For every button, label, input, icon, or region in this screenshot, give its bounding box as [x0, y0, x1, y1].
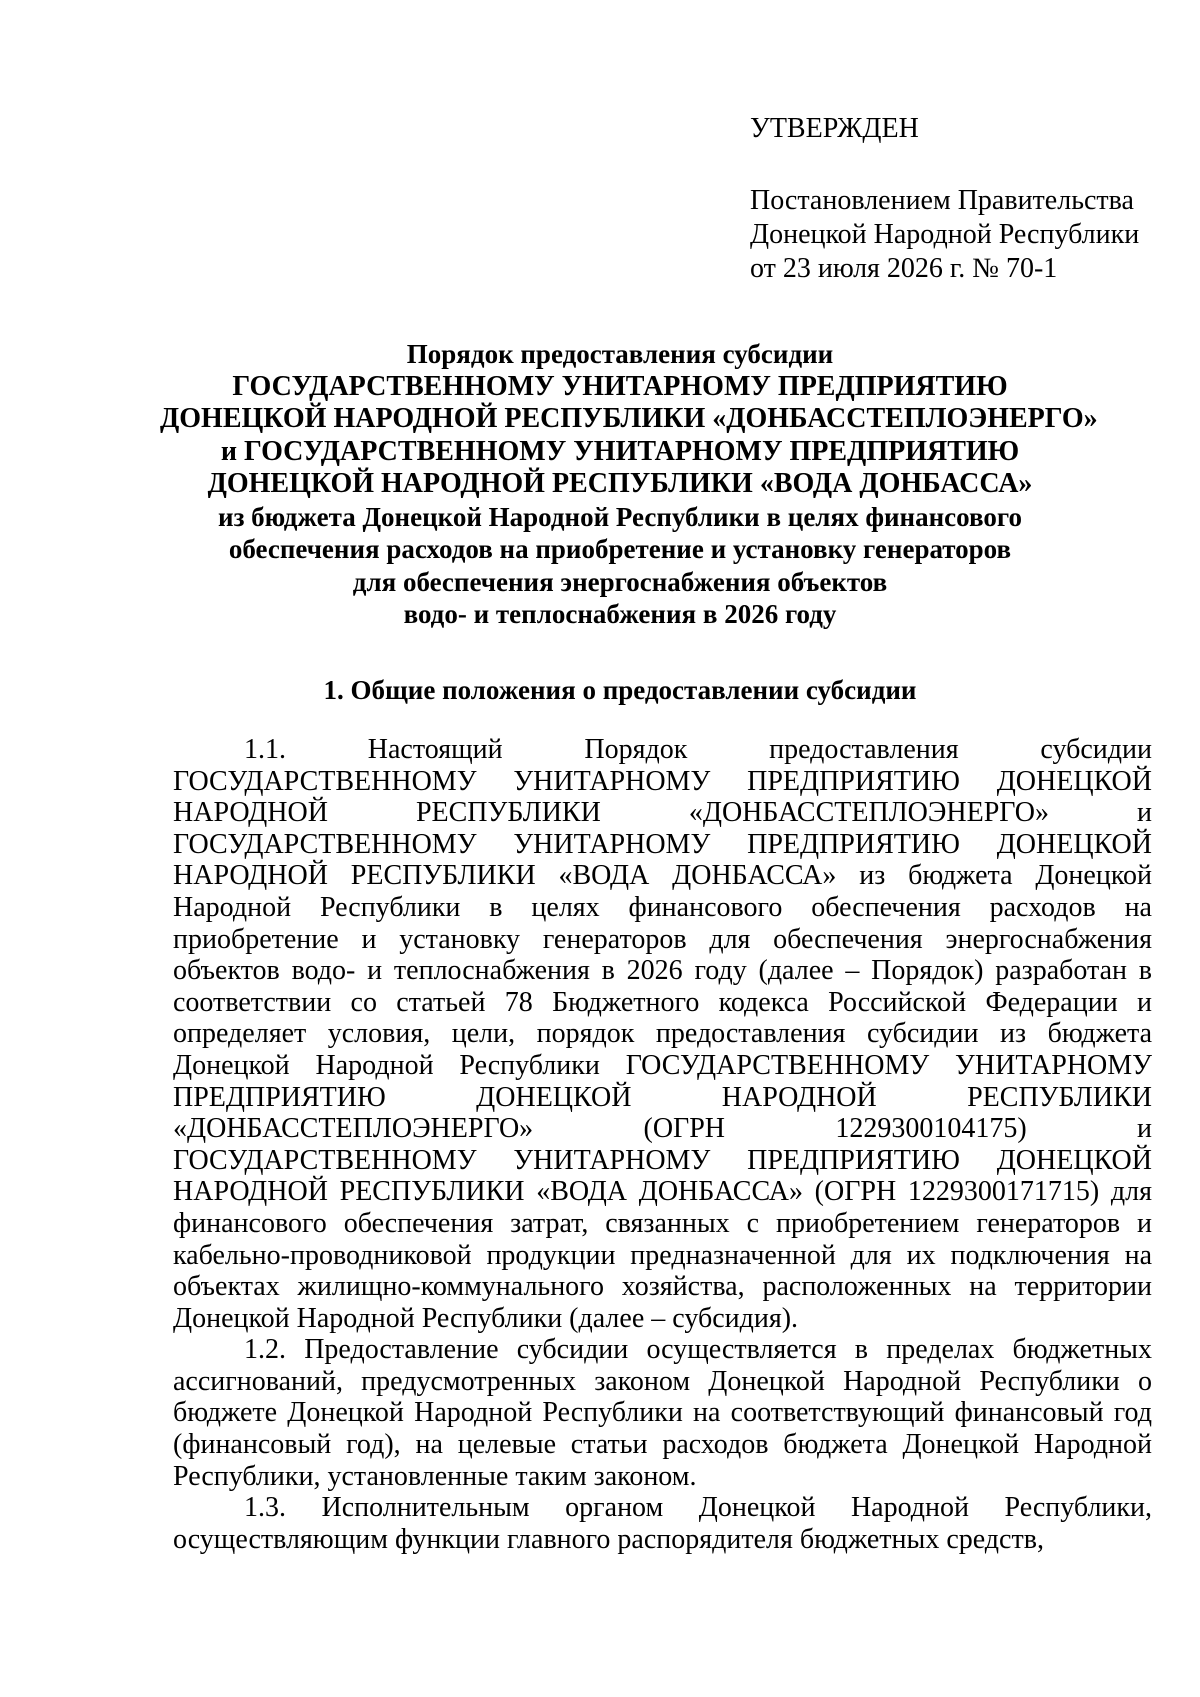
- section-heading: 1. Общие положения о предоставлении субсидии: [323, 675, 917, 705]
- paragraph-1-1: 1.1. Настоящий Порядок предоставления субсидии ГОСУДАРСТВЕННОМУ УНИТАРНОМУ ПРЕДПРИЯТИЮ ДОНЕЦКОЙ НАРОДНОЙ РЕСПУБЛИКИ «ДОНБАССТЕПЛОЭНЕРГО» и ГОСУДАРСТВЕННОМУ УНИТАРНОМУ ПРЕДПРИЯТИЮ ДОНЕЦКОЙ НАРОДНОЙ РЕСПУБЛИКИ «ВОДА ДОНБАССА» из бюджета Донецкой Народной Республики в целях финансового обеспечения расходов на приобретение и установку генераторов для обеспечения энергоснабжения объектов водо- и теплоснабжения в 2026 году (далее – Порядок) разработан в соответствии со статьей 78 Бюджетного кодекса Российской Федерации и определяет условия, цели, порядок предоставления субсидии из бюджета Донецкой Народной Республики ГОСУДАРСТВЕННОМУ УНИТАРНОМУ ПРЕДПРИЯТИЮ ДОНЕЦКОЙ НАРОДНОЙ РЕСПУБЛИКИ «ДОНБАССТЕПЛОЭНЕРГО» (ОГРН 1229300104175) и ГОСУДАРСТВЕННОМУ УНИТАРНОМУ ПРЕДПРИЯТИЮ ДОНЕЦКОЙ НАРОДНОЙ РЕСПУБЛИКИ «ВОДА ДОНБАССА» (ОГРН 1229300171715) для финансового обеспечения затрат, связанных с приобретением генераторов и кабельно-проводниковой продукции предназначенной для их подключения на объектах жилищно-коммунального хозяйства, расположенных на территории Донецкой Народной Республики (далее – субсидия).: [173, 734, 1152, 1334]
- title-line-6: из бюджета Донецкой Народной Республики в целях финансового: [218, 501, 1022, 532]
- title-line-3: ДОНЕЦКОЙ НАРОДНОЙ РЕСПУБЛИКИ «ДОНБАССТЕПЛОЭНЕРГО»: [160, 403, 1098, 434]
- title-line-4: и ГОСУДАРСТВЕННОМУ УНИТАРНОМУ ПРЕДПРИЯТИЮ: [220, 435, 1020, 467]
- title-line-8: для обеспечения энергоснабжения объектов: [352, 566, 888, 597]
- section-body: [173, 734, 1152, 1555]
- paragraph-1-3: 1.3. Исполнительным органом Донецкой Народной Республики, осуществляющим функции главного распорядителя бюджетных средств,: [173, 1492, 1152, 1555]
- title-line-2: ГОСУДАРСТВЕННОМУ УНИТАРНОМУ ПРЕДПРИЯТИЮ: [232, 370, 1008, 402]
- paragraph-1-2: 1.2. Предоставление субсидии осуществляется в пределах бюджетных ассигнований, предусмотренных законом Донецкой Народной Республики о бюджете Донецкой Народной Республики на соответствующий финансовый год (финансовый год), на целевые статьи расходов бюджета Донецкой Народной Республики, установленные таким законом.: [173, 1334, 1152, 1492]
- document-title: [160, 338, 1098, 631]
- title-line-9: водо- и теплоснабжения в 2026 году: [403, 599, 837, 629]
- approval-stamp: УТВЕРЖДЕН: [750, 113, 919, 144]
- title-line-1: Порядок предоставления субсидии: [406, 339, 834, 369]
- approval-line-1: Постановлением Правительства: [750, 185, 1134, 216]
- title-line-5: ДОНЕЦКОЙ НАРОДНОЙ РЕСПУБЛИКИ «ВОДА ДОНБАССА»: [207, 468, 1033, 499]
- approval-line-2: Донецкой Народной Республики: [750, 219, 1140, 250]
- approval-block: [750, 112, 1170, 286]
- title-line-7: обеспечения расходов на приобретение и установку генераторов: [228, 534, 1012, 564]
- approval-line-3: от 23 июля 2026 г. № 70-1: [750, 253, 1058, 284]
